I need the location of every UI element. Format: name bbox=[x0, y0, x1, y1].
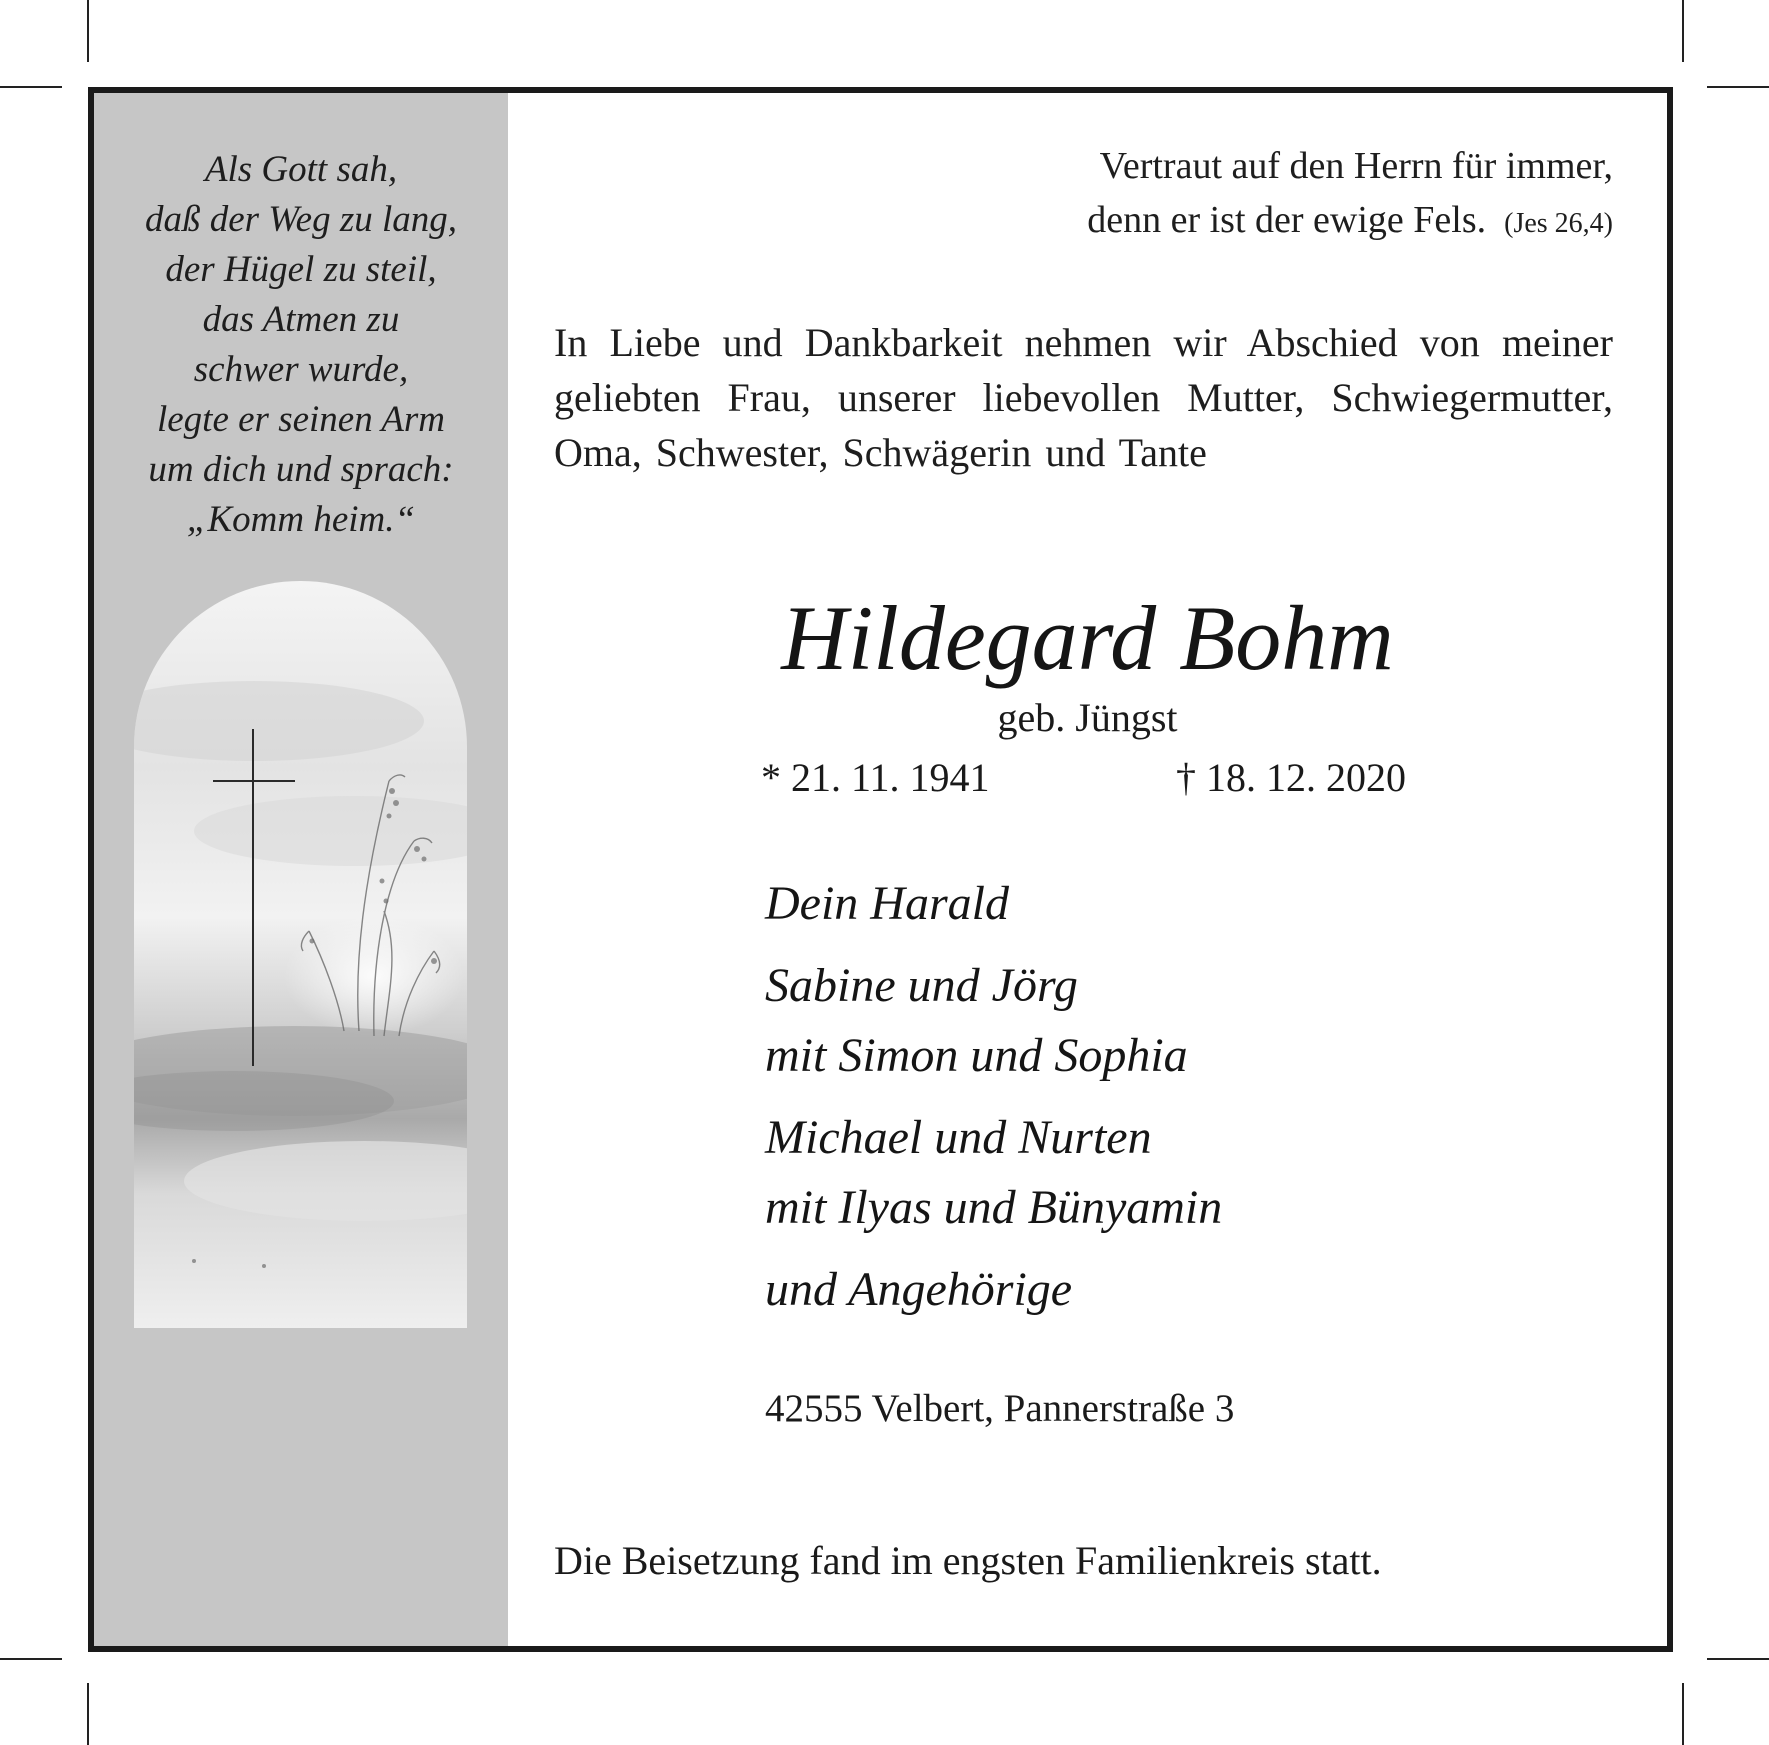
crop-mark bbox=[87, 1683, 89, 1745]
crop-mark bbox=[0, 1658, 62, 1660]
sidebar bbox=[94, 93, 508, 1646]
burial-note: Die Beisetzung fand im engsten Familienkreis statt. bbox=[554, 1538, 1382, 1583]
family-line: mit Simon und Sophia bbox=[765, 1029, 1188, 1082]
main-content bbox=[508, 93, 1667, 1646]
poem-line: der Hügel zu steil, bbox=[165, 249, 437, 290]
bible-verse bbox=[1087, 139, 1613, 251]
poem-line: das Atmen zu bbox=[202, 299, 400, 340]
crop-mark bbox=[1682, 0, 1684, 62]
poem-line: Als Gott sah, bbox=[204, 149, 398, 190]
birth-date: * 21. 11. 1941 bbox=[761, 755, 990, 800]
crop-mark bbox=[87, 0, 89, 62]
family-group bbox=[765, 869, 1222, 939]
poem-line: legte er seinen Arm bbox=[156, 399, 446, 440]
family-line: Dein Harald bbox=[765, 877, 1009, 930]
intro-text: In Liebe und Dankbarkeit nehmen wir Abschied von meiner geliebten Frau, unserer liebevollen Mutter, Schwiegermutter, Oma, Schwester, Schwägerin und Tante bbox=[554, 320, 1613, 475]
birth-name: geb. Jüngst bbox=[997, 695, 1178, 740]
arched-landscape-image bbox=[134, 581, 467, 1328]
poem bbox=[94, 145, 508, 545]
crop-mark bbox=[0, 86, 62, 88]
family-line: und Angehörige bbox=[765, 1263, 1073, 1316]
family-line: Michael und Nurten bbox=[765, 1111, 1152, 1164]
family-group bbox=[765, 1255, 1222, 1325]
crop-mark bbox=[1682, 1683, 1684, 1745]
address: 42555 Velbert, Pannerstraße 3 bbox=[765, 1387, 1235, 1430]
verse-line bbox=[1087, 193, 1613, 251]
family-line: Sabine und Jörg bbox=[765, 959, 1078, 1012]
verse-line-text: denn er ist der ewige Fels. bbox=[1087, 199, 1487, 241]
family-line: mit Ilyas und Bünyamin bbox=[765, 1181, 1223, 1234]
verse-line: Vertraut auf den Herrn für immer, bbox=[1099, 145, 1613, 187]
obituary-frame bbox=[88, 87, 1673, 1652]
verse-reference: (Jes 26,4) bbox=[1504, 208, 1613, 239]
family-list bbox=[765, 869, 1222, 1337]
death-date: † 18. 12. 2020 bbox=[1176, 755, 1406, 800]
poem-line: daß der Weg zu lang, bbox=[144, 199, 458, 240]
crop-mark bbox=[1707, 1658, 1769, 1660]
poem-line: schwer wurde, bbox=[193, 349, 409, 390]
crop-mark bbox=[1707, 86, 1769, 88]
poem-line: um dich und sprach: bbox=[148, 449, 454, 490]
deceased-name: Hildegard Bohm bbox=[781, 587, 1394, 689]
poem-line: „Komm heim.“ bbox=[186, 499, 416, 540]
family-group bbox=[765, 951, 1222, 1091]
family-group bbox=[765, 1103, 1222, 1243]
